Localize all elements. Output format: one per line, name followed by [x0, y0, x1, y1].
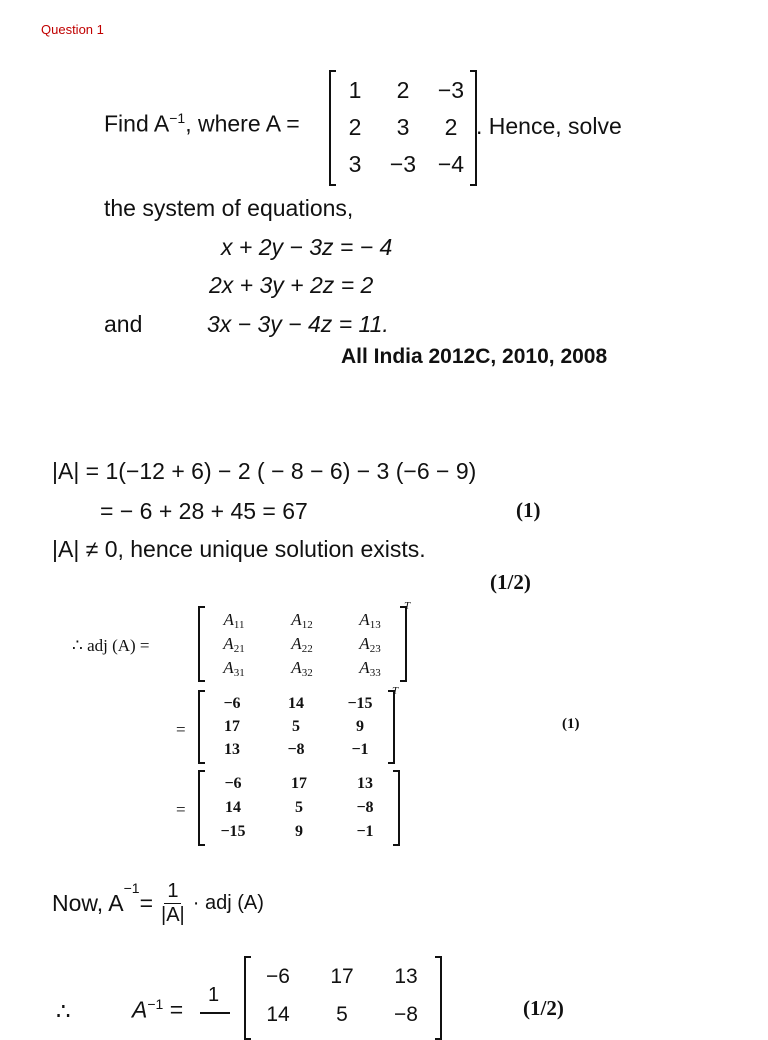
inverse-matrix-cell: 5 — [336, 1003, 348, 1026]
cofactor-index: 12 — [301, 618, 313, 631]
adjoint-value-cell: 17 — [291, 775, 307, 792]
adj-label: ∴ adj (A) = — [72, 636, 150, 655]
mark-3: (1) — [562, 716, 580, 732]
matrix-a-cell: −3 — [437, 77, 465, 103]
therefore-symbol: ∴ — [56, 998, 71, 1024]
equation-1: x + 2y − 3z = − 4 — [221, 234, 393, 260]
adjoint-value-cell: 14 — [225, 799, 241, 816]
cofactor-value-cell: 13 — [224, 740, 240, 758]
cofactor-index: 31 — [233, 666, 245, 679]
adjoint-value-cell: 9 — [295, 823, 303, 840]
cofactor-value-cell: −15 — [347, 694, 373, 712]
matrix-a-cell: 3 — [396, 114, 410, 140]
cofactor-values-matrix — [198, 692, 395, 762]
cofactor-symbol-cell — [268, 658, 336, 679]
cofactor-symbol-cell — [336, 634, 404, 655]
inverse-matrix-cell: 17 — [330, 965, 354, 988]
cofactor-value-cell: −8 — [287, 740, 305, 758]
cofactor-index: 33 — [369, 666, 381, 679]
matrix-a-cell: −4 — [437, 151, 465, 177]
cofactor-letter: A — [223, 609, 234, 629]
adjoint-matrix — [198, 772, 400, 844]
cofactor-symbol-cell — [200, 634, 268, 655]
hence-solve-text: . Hence, solve — [476, 113, 622, 139]
inverse-matrix-cell: 14 — [266, 1003, 290, 1026]
unique-solution-text: |A| ≠ 0, hence unique solution exists. — [52, 536, 426, 562]
cofactor-letter: A — [223, 657, 234, 677]
equals-2: = — [176, 800, 186, 819]
cofactor-value-cell: 9 — [356, 717, 364, 735]
determinant-line-1: |A| = 1(−12 + 6) − 2 ( − 8 − 6) − 3 (−6 − 9) — [52, 458, 477, 484]
transpose-2: T — [392, 685, 399, 697]
equation-2: 2x + 3y + 2z = 2 — [209, 272, 374, 298]
cofactor-symbol-cell — [200, 658, 268, 679]
matrix-a-cell: 3 — [348, 151, 362, 177]
cofactor-letter: A — [359, 609, 370, 629]
cofactor-letter: A — [359, 657, 370, 677]
fraction-one-over-det: $\frac{1}{|A|}$ — [161, 880, 185, 926]
adjoint-value-cell: 5 — [295, 799, 303, 816]
cofactor-letter: A — [223, 633, 234, 653]
cofactor-value-cell: 14 — [288, 694, 304, 712]
cofactor-letter: A — [291, 609, 302, 629]
adjoint-value-cell: −15 — [220, 823, 246, 840]
cofactor-value-cell: 5 — [292, 717, 300, 735]
matrix-a-cell: 1 — [348, 77, 362, 103]
cofactor-index: 22 — [301, 642, 313, 655]
inverse-matrix-cell: 13 — [394, 965, 418, 988]
cofactor-index: 11 — [233, 618, 245, 631]
matrix-a-cell: −3 — [389, 151, 417, 177]
cofactor-symbol-cell — [336, 610, 404, 631]
adjoint-value-cell: −1 — [356, 823, 374, 840]
transpose-1: T — [404, 600, 411, 612]
cofactor-index: 23 — [369, 642, 381, 655]
mark-4: (1/2) — [523, 996, 564, 1020]
cofactor-value-cell: −1 — [351, 740, 369, 758]
mark-1: (1) — [516, 498, 541, 522]
inverse-matrix-cell: −8 — [394, 1003, 418, 1026]
adjoint-value-cell: −8 — [356, 799, 374, 816]
cofactor-symbol-matrix — [198, 608, 407, 680]
equals-1: = — [176, 720, 186, 739]
question-label: Question 1 — [41, 22, 104, 37]
equation-3: 3x − 3y − 4z = 11. — [207, 311, 389, 337]
source-text: All India 2012C, 2010, 2008 — [341, 345, 608, 368]
adjoint-value-cell: −6 — [224, 775, 242, 792]
inverse-matrix-cell: −6 — [266, 965, 290, 988]
cofactor-value-cell: −6 — [223, 694, 241, 712]
inverse-label: $A^{-1}$ = — [132, 996, 184, 1023]
cofactor-index: 13 — [369, 618, 381, 631]
cofactor-letter: A — [291, 657, 302, 677]
matrix-a-cell: 2 — [444, 114, 458, 140]
and-text: and — [104, 311, 143, 337]
cofactor-letter: A — [359, 633, 370, 653]
inverse-fraction-numerator: 1 — [208, 984, 220, 1006]
system-text: the system of equations, — [104, 195, 354, 221]
mark-2: (1/2) — [490, 570, 531, 594]
cofactor-symbol-cell — [268, 634, 336, 655]
cofactor-symbol-cell — [336, 658, 404, 679]
cofactor-value-cell: 17 — [224, 717, 240, 735]
cofactor-symbol-cell — [268, 610, 336, 631]
find-inverse-text: Find $A^{-1}$, where A = — [104, 110, 300, 137]
cofactor-index: 32 — [301, 666, 313, 679]
matrix-a — [329, 72, 477, 184]
adjoint-value-cell: 13 — [357, 775, 373, 792]
cofactor-index: 21 — [233, 642, 245, 655]
determinant-line-2: = − 6 + 28 + 45 = 67 — [100, 498, 308, 524]
inverse-fraction-bar — [200, 1012, 230, 1014]
inverse-formula: Now, A $^{-1}$ = $\frac{1}{|A|}$ · adj (A) — [52, 880, 264, 926]
matrix-a-cell: 2 — [348, 114, 362, 140]
matrix-a-cell: 2 — [396, 77, 410, 103]
cofactor-letter: A — [291, 633, 302, 653]
inverse-matrix — [244, 958, 442, 1038]
cofactor-symbol-cell — [200, 610, 268, 631]
